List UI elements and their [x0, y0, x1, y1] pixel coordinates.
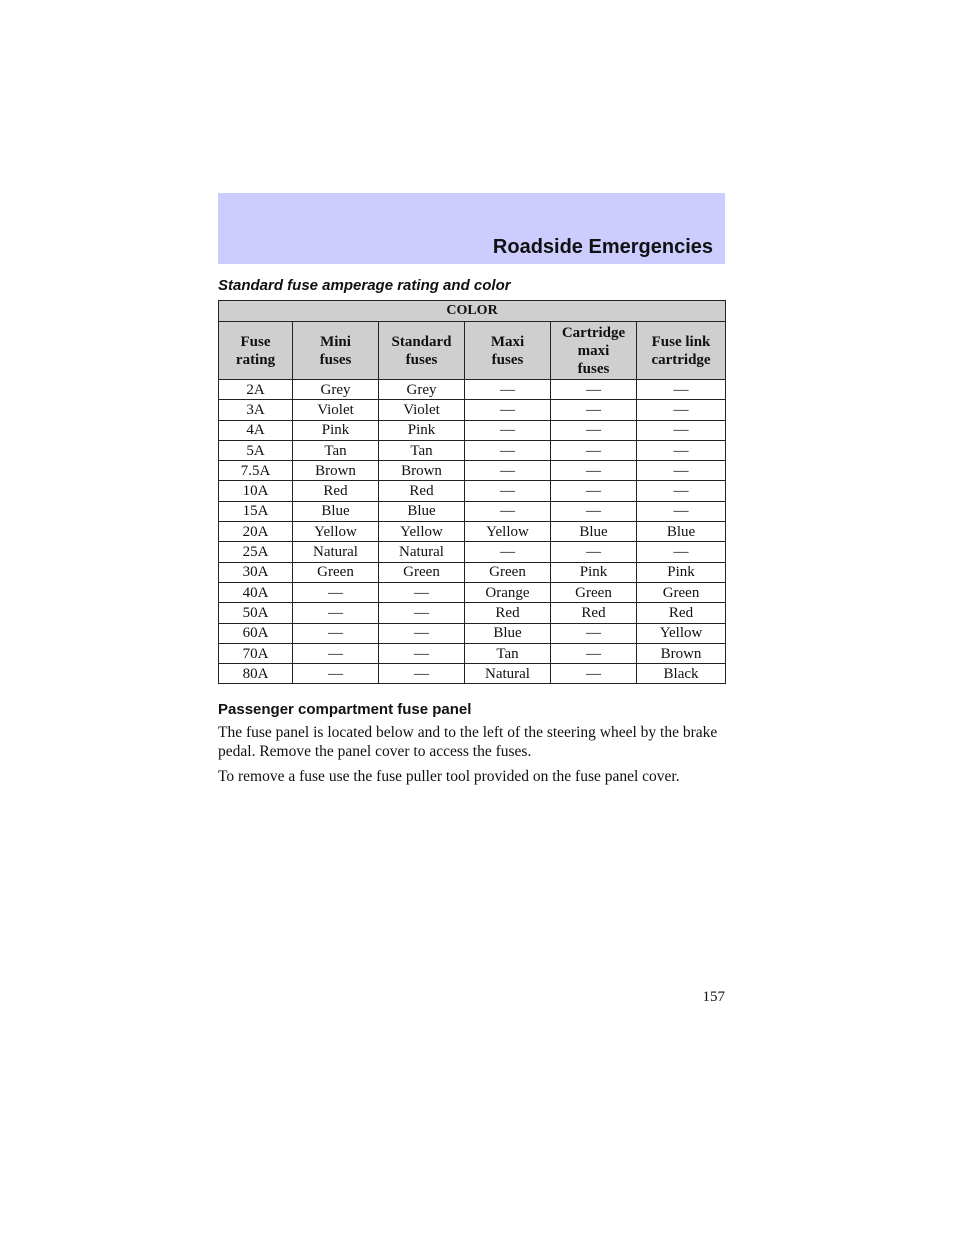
table-cell-mini-fuses: Tan [293, 440, 379, 460]
column-header-fuse-rating: Fuse rating [219, 322, 293, 380]
table-column-header-row [219, 322, 726, 380]
table-cell-fuse-rating: 60A [219, 623, 293, 643]
table-cell-mini-fuses: Pink [293, 420, 379, 440]
table-cell-cartridge-maxi-fuses: — [551, 400, 637, 420]
table-cell-fuse-link-cartridge: Blue [637, 522, 726, 542]
table-cell-fuse-link-cartridge: Brown [637, 643, 726, 663]
table-cell-mini-fuses: Brown [293, 461, 379, 481]
table-cell-fuse-link-cartridge: Yellow [637, 623, 726, 643]
table-cell-fuse-rating: 50A [219, 603, 293, 623]
table-cell-fuse-rating: 40A [219, 582, 293, 602]
table-cell-standard-fuses: Violet [379, 400, 465, 420]
table-cell-fuse-link-cartridge: — [637, 420, 726, 440]
table-row [219, 664, 726, 684]
column-header-fuse-link-cartridge: Fuse link cartridge [637, 322, 726, 380]
table-cell-maxi-fuses: — [465, 400, 551, 420]
table-cell-fuse-rating: 25A [219, 542, 293, 562]
table-cell-maxi-fuses: — [465, 501, 551, 521]
column-header-cartridge-maxi-fuses: Cartridge maxi fuses [551, 322, 637, 380]
table-cell-fuse-link-cartridge: — [637, 400, 726, 420]
table-row [219, 380, 726, 400]
table-cell-fuse-rating: 5A [219, 440, 293, 460]
table-cell-fuse-link-cartridge: Pink [637, 562, 726, 582]
table-cell-maxi-fuses: Yellow [465, 522, 551, 542]
table-cell-maxi-fuses: Green [465, 562, 551, 582]
table-cell-cartridge-maxi-fuses: Green [551, 582, 637, 602]
table-row [219, 522, 726, 542]
table-row [219, 623, 726, 643]
table-cell-standard-fuses: Natural [379, 542, 465, 562]
passenger-fuse-panel-heading: Passenger compartment fuse panel [218, 701, 472, 718]
table-cell-mini-fuses: — [293, 582, 379, 602]
table-row [219, 603, 726, 623]
table-cell-cartridge-maxi-fuses: — [551, 643, 637, 663]
table-cell-fuse-link-cartridge: — [637, 481, 726, 501]
table-cell-standard-fuses: — [379, 643, 465, 663]
table-row [219, 643, 726, 663]
chapter-title: Roadside Emergencies [492, 236, 713, 258]
table-cell-fuse-link-cartridge: — [637, 440, 726, 460]
color-group-header: COLOR [219, 301, 726, 322]
table-cell-mini-fuses: — [293, 664, 379, 684]
table-row [219, 562, 726, 582]
table-cell-maxi-fuses: — [465, 440, 551, 460]
table-row [219, 481, 726, 501]
table-cell-maxi-fuses: — [465, 481, 551, 501]
table-cell-maxi-fuses: Natural [465, 664, 551, 684]
table-cell-mini-fuses: Red [293, 481, 379, 501]
table-row [219, 420, 726, 440]
table-cell-cartridge-maxi-fuses: — [551, 420, 637, 440]
table-cell-fuse-link-cartridge: — [637, 461, 726, 481]
table-cell-fuse-link-cartridge: — [637, 380, 726, 400]
table-cell-cartridge-maxi-fuses: — [551, 440, 637, 460]
table-cell-fuse-rating: 15A [219, 501, 293, 521]
table-cell-fuse-rating: 4A [219, 420, 293, 440]
table-cell-mini-fuses: Blue [293, 501, 379, 521]
table-cell-standard-fuses: Pink [379, 420, 465, 440]
table-cell-cartridge-maxi-fuses: Pink [551, 562, 637, 582]
table-cell-standard-fuses: Tan [379, 440, 465, 460]
table-cell-standard-fuses: — [379, 664, 465, 684]
table-row [219, 400, 726, 420]
table-cell-standard-fuses: Red [379, 481, 465, 501]
table-row [219, 582, 726, 602]
fuse-panel-location-paragraph: The fuse panel is located below and to the left of the steering wheel by the brake pedal. Remove the panel cover to access the fuses. [218, 724, 718, 760]
table-cell-cartridge-maxi-fuses: — [551, 664, 637, 684]
table-cell-maxi-fuses: Tan [465, 643, 551, 663]
table-cell-fuse-rating: 20A [219, 522, 293, 542]
table-cell-mini-fuses: — [293, 643, 379, 663]
table-cell-cartridge-maxi-fuses: — [551, 542, 637, 562]
table-cell-cartridge-maxi-fuses: Blue [551, 522, 637, 542]
table-cell-standard-fuses: Green [379, 562, 465, 582]
table-body [219, 380, 726, 684]
table-cell-maxi-fuses: Red [465, 603, 551, 623]
table-cell-standard-fuses: — [379, 603, 465, 623]
table-cell-fuse-link-cartridge: — [637, 542, 726, 562]
fuse-removal-paragraph: To remove a fuse use the fuse puller tool provided on the fuse panel cover. [218, 768, 680, 785]
table-cell-mini-fuses: Grey [293, 380, 379, 400]
table-cell-maxi-fuses: Blue [465, 623, 551, 643]
table-cell-fuse-rating: 80A [219, 664, 293, 684]
table-cell-mini-fuses: — [293, 603, 379, 623]
table-cell-standard-fuses: — [379, 623, 465, 643]
table-cell-mini-fuses: Yellow [293, 522, 379, 542]
column-header-maxi-fuses: Maxi fuses [465, 322, 551, 380]
table-cell-fuse-link-cartridge: Red [637, 603, 726, 623]
column-header-standard-fuses: Standard fuses [379, 322, 465, 380]
table-cell-cartridge-maxi-fuses: — [551, 380, 637, 400]
table-cell-fuse-rating: 10A [219, 481, 293, 501]
table-cell-cartridge-maxi-fuses: — [551, 481, 637, 501]
table-cell-maxi-fuses: — [465, 420, 551, 440]
table-cell-cartridge-maxi-fuses: — [551, 501, 637, 521]
table-group-header-row [219, 301, 726, 322]
table-cell-maxi-fuses: — [465, 461, 551, 481]
table-cell-maxi-fuses: — [465, 542, 551, 562]
page-number: 157 [702, 989, 725, 1005]
table-cell-fuse-rating: 7.5A [219, 461, 293, 481]
section-heading: Standard fuse amperage rating and color [218, 277, 511, 294]
table-cell-cartridge-maxi-fuses: — [551, 461, 637, 481]
table-cell-standard-fuses: Blue [379, 501, 465, 521]
table-cell-standard-fuses: Grey [379, 380, 465, 400]
chapter-header-band [218, 193, 725, 264]
table-cell-mini-fuses: Violet [293, 400, 379, 420]
table-row [219, 501, 726, 521]
column-header-mini-fuses: Mini fuses [293, 322, 379, 380]
table-cell-mini-fuses: — [293, 623, 379, 643]
table-cell-standard-fuses: Yellow [379, 522, 465, 542]
table-cell-cartridge-maxi-fuses: Red [551, 603, 637, 623]
table-cell-fuse-rating: 70A [219, 643, 293, 663]
table-cell-maxi-fuses: — [465, 380, 551, 400]
table-cell-mini-fuses: Natural [293, 542, 379, 562]
table-cell-mini-fuses: Green [293, 562, 379, 582]
table-row [219, 542, 726, 562]
table-cell-standard-fuses: Brown [379, 461, 465, 481]
table-cell-maxi-fuses: Orange [465, 582, 551, 602]
table-cell-standard-fuses: — [379, 582, 465, 602]
table-cell-cartridge-maxi-fuses: — [551, 623, 637, 643]
table-cell-fuse-link-cartridge: Green [637, 582, 726, 602]
table-row [219, 440, 726, 460]
table-cell-fuse-link-cartridge: Black [637, 664, 726, 684]
table-cell-fuse-rating: 3A [219, 400, 293, 420]
fuse-color-table [218, 300, 726, 684]
table-cell-fuse-link-cartridge: — [637, 501, 726, 521]
table-cell-fuse-rating: 2A [219, 380, 293, 400]
table-row [219, 461, 726, 481]
table-cell-fuse-rating: 30A [219, 562, 293, 582]
